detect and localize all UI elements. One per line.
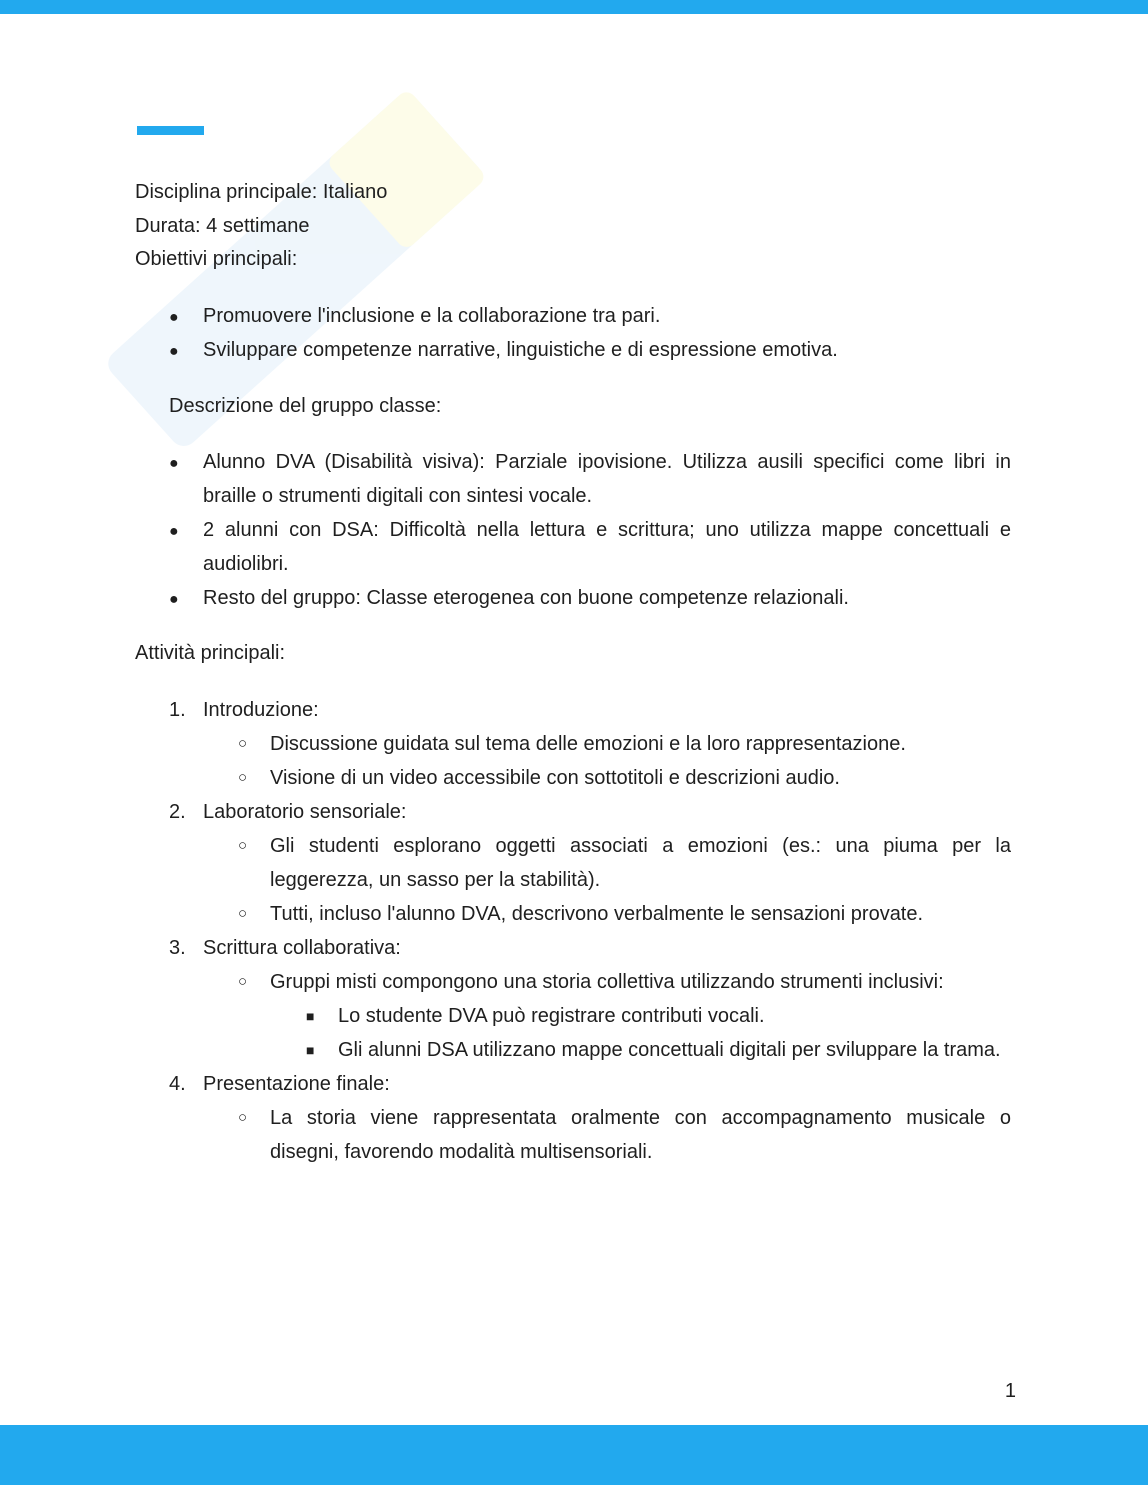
activity-title: Scrittura collaborativa: <box>203 937 401 959</box>
list-item: ● 2 alunni con DSA: Difficoltà nella lettura e scrittura; uno utilizza mappe concettuali e audiolibri. <box>135 513 1011 581</box>
circle-bullet-icon <box>238 761 247 795</box>
item-number: 2. <box>169 801 186 823</box>
activity-title: Presentazione finale: <box>203 1073 390 1095</box>
durata-line: Durata: 4 settimane <box>135 215 310 237</box>
list-item: ● Sviluppare competenze narrative, linguistiche e di espressione emotiva. <box>135 333 1011 367</box>
gruppo-list <box>135 445 1011 615</box>
activity-sublist <box>203 727 1011 795</box>
list-item: ○ Tutti, incluso l'alunno DVA, descrivono verbalmente le sensazioni provate. <box>203 897 1011 931</box>
bullet-icon <box>169 581 189 617</box>
activity-item <box>135 931 1011 1067</box>
bottom-accent-bar <box>0 1425 1148 1485</box>
obiettivi-list <box>135 299 1011 367</box>
bullet-icon <box>169 513 189 549</box>
circle-bullet-icon <box>238 727 247 761</box>
list-item: ● Promuovere l'inclusione e la collaborazione tra pari. <box>135 299 1011 333</box>
list-item: ○ Visione di un video accessibile con sottotitoli e descrizioni audio. <box>203 761 1011 795</box>
circle-bullet-icon <box>238 1101 247 1135</box>
bullet-icon <box>169 333 189 369</box>
list-item: ● Resto del gruppo: Classe eterogenea con buone competenze relazionali. <box>135 581 1011 615</box>
circle-bullet-icon <box>238 897 247 931</box>
list-item: ■ Lo studente DVA può registrare contributi vocali. <box>270 999 1011 1033</box>
top-accent-bar <box>0 0 1148 14</box>
activity-title: Laboratorio sensoriale: <box>203 801 407 823</box>
list-item: ○ La storia viene rappresentata oralmente con accompagnamento musicale o disegni, favorendo modalità multisensoriali. <box>203 1101 1011 1169</box>
page-number: 1 <box>1004 1380 1016 1402</box>
item-number: 3. <box>169 937 186 959</box>
activity-item <box>135 693 1011 795</box>
disciplina-line: Disciplina principale: Italiano <box>135 181 388 203</box>
attivita-label: Attività principali: <box>135 642 286 664</box>
activity-sublist <box>203 1101 1011 1169</box>
activity-title: Introduzione: <box>203 699 319 721</box>
bullet-icon <box>169 299 189 335</box>
heading-accent-dash <box>137 126 204 135</box>
activity-subsublist <box>270 999 1011 1067</box>
square-bullet-icon <box>306 999 314 1033</box>
circle-bullet-icon <box>238 829 247 863</box>
list-item: ○ Gli studenti esplorano oggetti associati a emozioni (es.: una piuma per la leggerezza, un sasso per la stabilità). <box>203 829 1011 897</box>
item-number: 1. <box>169 699 186 721</box>
circle-bullet-icon <box>238 965 247 999</box>
activity-item <box>135 795 1011 931</box>
bullet-icon <box>169 445 189 481</box>
list-item: ○ Gruppi misti compongono una storia collettiva utilizzando strumenti inclusivi: ■ Lo studente DVA può registrare contributi vocali. ■ Gli alunni DSA utilizzano mappe concettuali digitali per sviluppare la trama. <box>203 965 1011 1067</box>
list-item: ● Alunno DVA (Disabilità visiva): Parziale ipovisione. Utilizza ausili specifici come libri in braille o strumenti digitali con sintesi vocale. <box>135 445 1011 513</box>
activity-sublist <box>203 965 1011 1067</box>
gruppo-label: Descrizione del gruppo classe: <box>169 395 442 417</box>
activity-item <box>135 1067 1011 1169</box>
list-item: ■ Gli alunni DSA utilizzano mappe concettuali digitali per sviluppare la trama. <box>270 1033 1011 1067</box>
obiettivi-label: Obiettivi principali: <box>135 248 298 270</box>
item-number: 4. <box>169 1073 186 1095</box>
square-bullet-icon <box>306 1033 314 1067</box>
activity-sublist <box>203 829 1011 931</box>
attivita-list <box>135 693 1011 1169</box>
list-item: ○ Discussione guidata sul tema delle emozioni e la loro rappresentazione. <box>203 727 1011 761</box>
